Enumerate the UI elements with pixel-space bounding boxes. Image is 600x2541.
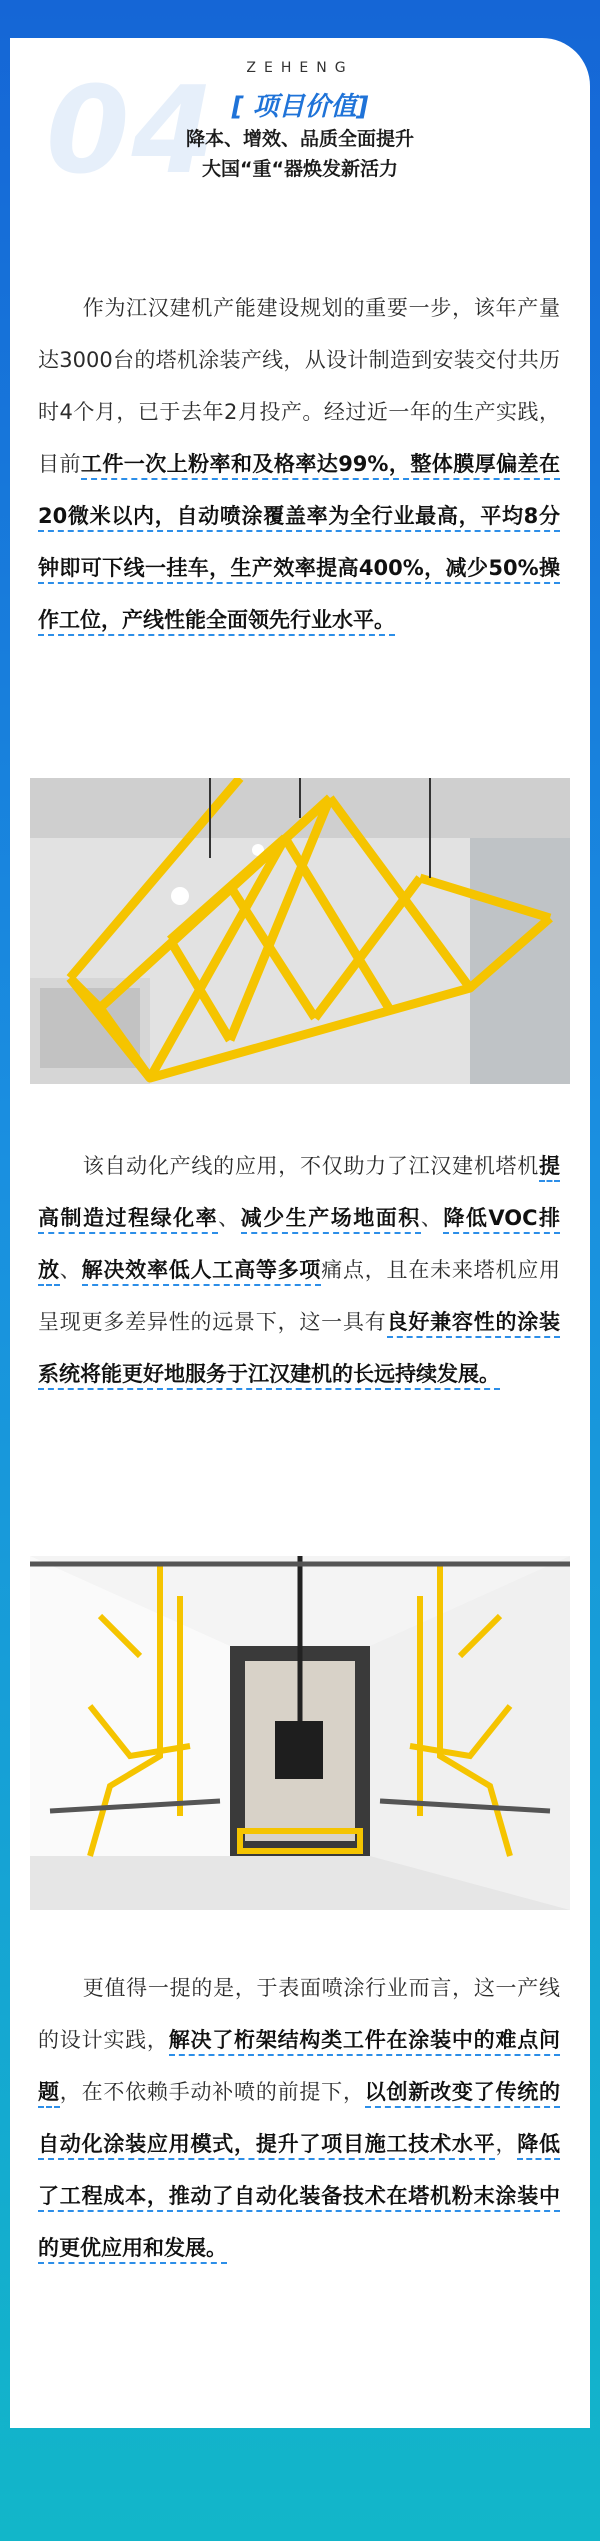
truss-crane-image bbox=[30, 778, 570, 1084]
paragraph-innovation bbox=[38, 1962, 560, 2274]
section-number-watermark: 04 bbox=[46, 62, 217, 201]
highlight-text: 降低VOC排放 bbox=[38, 1206, 560, 1286]
highlight-text: 工件一次上粉率和及格率达99%，整体膜厚偏差在20微米以内，自动喷涂覆盖率为全行业最高，平均8分钟即可下线一挂车，生产效率提高400%，减少50%操作工位，产线性能全面领先行业水平。 bbox=[38, 452, 560, 636]
section-title: [ 项目价值] bbox=[231, 92, 369, 122]
paragraph-text: 、 bbox=[420, 1206, 444, 1230]
paragraph-text: ， bbox=[495, 2132, 518, 2156]
paragraph-benefits bbox=[38, 1140, 560, 1400]
paragraph-text: 痛点，且在未来塔机应用呈现更多差异性的远景下，这一具有 bbox=[38, 1258, 561, 1334]
spray-booth-image bbox=[30, 1556, 570, 1910]
brand-name: ZEHENG bbox=[246, 60, 354, 76]
paragraph-text: 更值得一提的是，于表面喷涂行业而言，这一产线的设计实践， bbox=[38, 1976, 560, 2052]
paragraph-text: 该自动化产线的应用，不仅助力了江汉建机塔机 bbox=[82, 1154, 539, 1178]
truss-photo bbox=[30, 778, 570, 1084]
paragraph-text: ，在不依赖手动补喷的前提下， bbox=[59, 2080, 365, 2104]
subtitle-line-1: 降本、增效、品质全面提升 bbox=[185, 128, 414, 150]
spray-booth-photo bbox=[30, 1556, 570, 1910]
highlight-text: 以创新改变了传统的自动化涂装应用模式，提升了项目施工技术水平 bbox=[38, 2080, 560, 2160]
paragraph-production-line bbox=[38, 282, 560, 646]
highlight-text: 解决效率低人工高等多项 bbox=[82, 1258, 322, 1286]
highlight-text: 良好兼容性的涂装系统将能更好地服务于江汉建机的长远持续发展。 bbox=[38, 1310, 560, 1390]
highlight-text: 提高制造过程绿化率 bbox=[38, 1154, 560, 1234]
paragraph-text: 作为江汉建机产能建设规划的重要一步，该年产量达3000台的塔机涂装产线，从设计制造到安装交付共历时4个月，已于去年2月投产。经过近一年的生产实践，目前 bbox=[38, 296, 560, 476]
subtitle-line-2: 大国“重“器焕发新活力 bbox=[202, 158, 398, 180]
highlight-text: 解决了桁架结构类工件在涂装中的难点问题 bbox=[38, 2028, 560, 2108]
highlight-text: 降低了工程成本，推动了自动化装备技术在塔机粉末涂装中的更优应用和发展。 bbox=[38, 2132, 560, 2264]
highlight-text: 减少生产场地面积 bbox=[241, 1206, 421, 1234]
section-header bbox=[10, 38, 590, 201]
paragraph-text: 、 bbox=[59, 1258, 82, 1282]
paragraph-text: 、 bbox=[218, 1206, 241, 1230]
